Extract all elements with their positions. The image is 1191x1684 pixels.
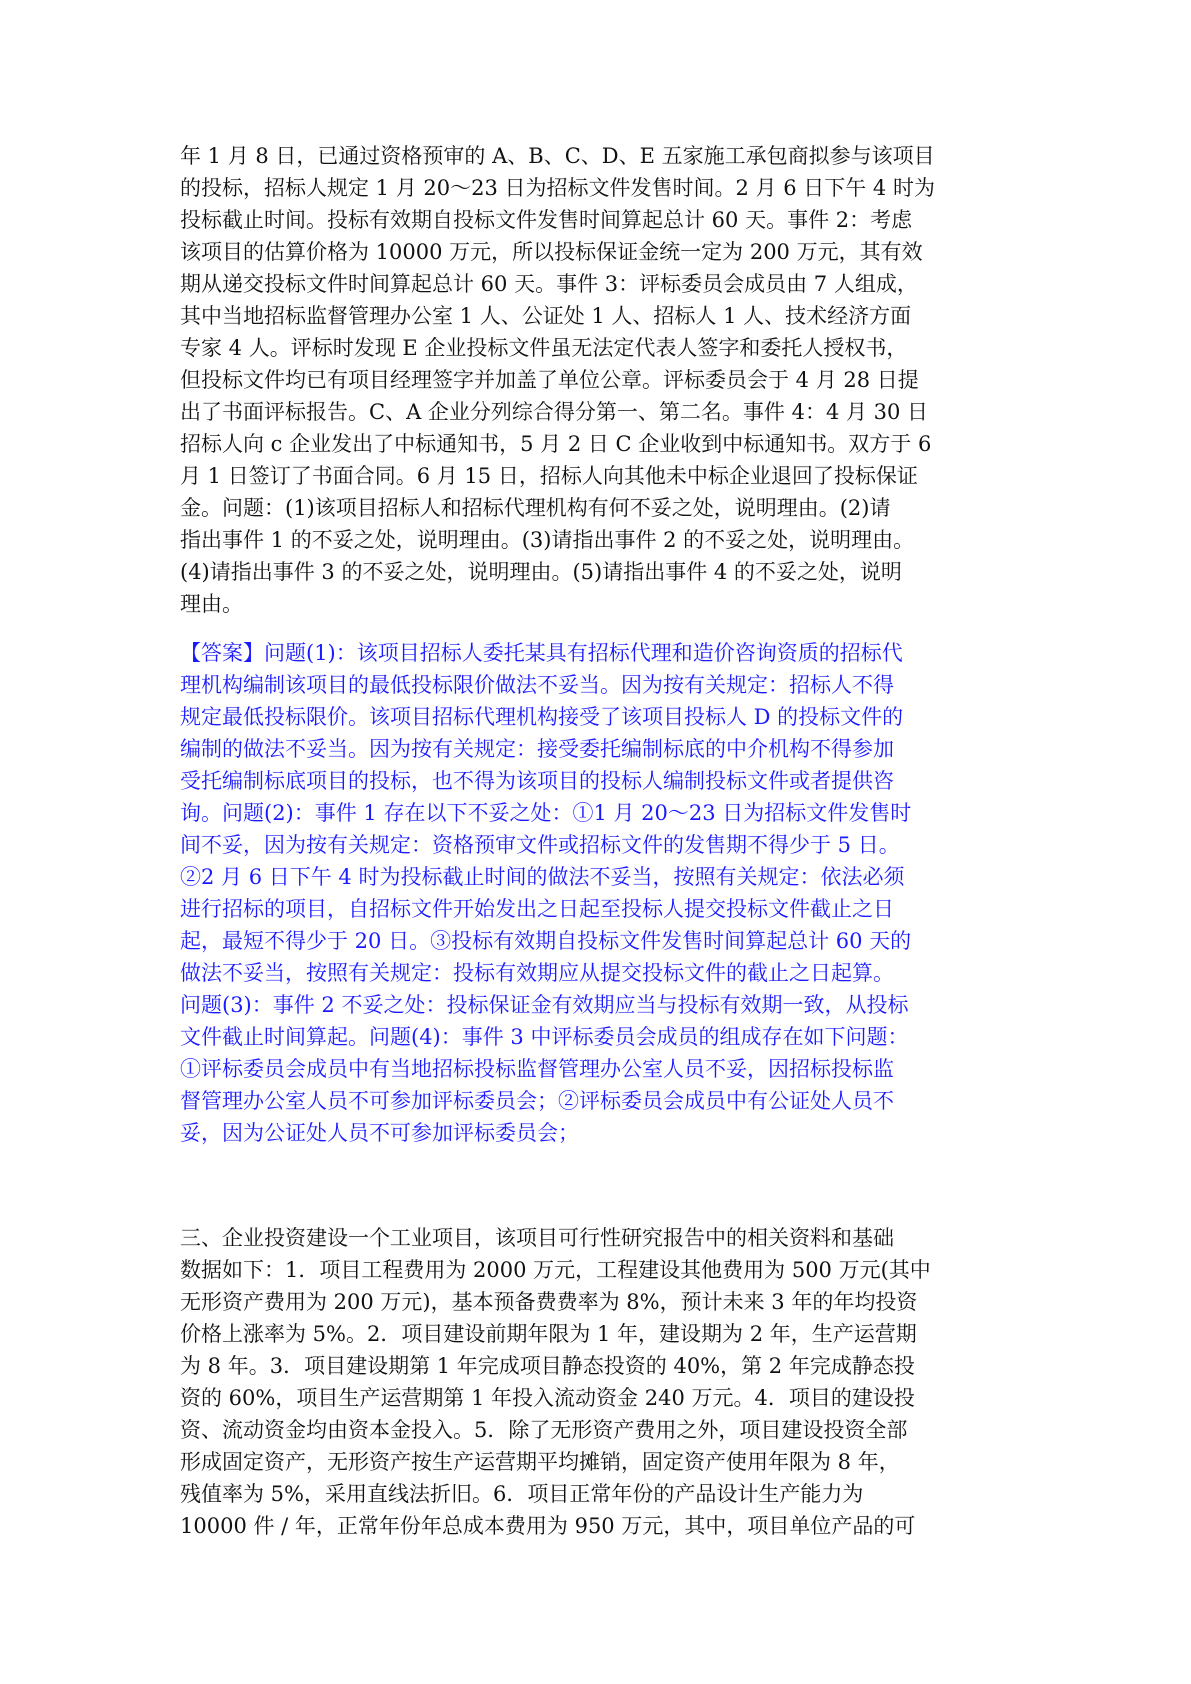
answer-line: 【答案】问题(1)：该项目招标人委托某具有招标代理和造价咨询资质的招标代 [180,641,903,665]
answer-line: ②2 月 6 日下午 4 时为投标截止时间的做法不妥当，按照有关规定：依法必须 [180,865,905,889]
answer-line: 询。问题(2)：事件 1 存在以下不妥之处：①1 月 20～23 日为招标文件发售时 [180,801,912,825]
text-line: 专家 4 人。评标时发现 E 企业投标文件虽无法定代表人签字和委托人授权书， [180,336,908,360]
text-line: 期从递交投标文件时间算起总计 60 天。事件 3：评标委员会成员由 7 人组成， [180,272,918,296]
text-line: (4)请指出事件 3 的不妥之处，说明理由。(5)请指出事件 4 的不妥之处，说明 [180,560,902,584]
text-line: 价格上涨率为 5%。2．项目建设前期年限为 1 年，建设期为 2 年，生产运营期 [180,1322,917,1346]
text-line: 三、企业投资建设一个工业项目，该项目可行性研究报告中的相关资料和基础 [180,1226,894,1250]
answer-line: 妥，因为公证处人员不可参加评标委员会； [180,1121,579,1145]
text-line: 该项目的估算价格为 10000 万元，所以投标保证金统一定为 200 万元，其有效 [180,240,923,264]
answer-line: 做法不妥当，按照有关规定：投标有效期应从提交投标文件的截止之日起算。 [180,961,894,985]
text-line: 理由。 [180,592,243,616]
text-line: 无形资产费用为 200 万元)，基本预备费费率为 8%，预计未来 3 年的年均投资 [180,1290,918,1314]
text-line: 资、流动资金均由资本金投入。5．除了无形资产费用之外，项目建设投资全部 [180,1418,908,1442]
text-line: 10000 件 / 年，正常年份年总成本费用为 950 万元，其中，项目单位产品的可 [180,1514,916,1538]
answer-line: 起，最短不得少于 20 日。③投标有效期自投标文件发售时间算起总计 60 天的 [180,929,912,953]
text-line: 指出事件 1 的不妥之处，说明理由。(3)请指出事件 2 的不妥之处，说明理由。 [180,528,915,552]
answer-line: 进行招标的项目，自招标文件开始发出之日起至投标人提交投标文件截止之日 [180,897,894,921]
answer-line: ①评标委员会成员中有当地招标投标监督管理办公室人员不妥，因招标投标监 [180,1057,894,1081]
text-line: 其中当地招标监督管理办公室 1 人、公证处 1 人、招标人 1 人、技术经济方面 [180,304,912,328]
answer-line: 规定最低投标限价。该项目招标代理机构接受了该项目投标人 D 的投标文件的 [180,705,904,729]
text-line: 年 1 月 8 日，已通过资格预审的 A、B、C、D、E 五家施工承包商拟参与该项目 [180,144,935,168]
text-line: 的投标，招标人规定 1 月 20～23 日为招标文件发售时间。2 月 6 日下午 4 时为 [180,176,935,200]
text-line: 形成固定资产，无形资产按生产运营期平均摊销，固定资产使用年限为 8 年， [180,1450,900,1474]
answer-text [180,637,1016,1149]
text-line: 为 8 年。3．项目建设期第 1 年完成项目静态投资的 40%，第 2 年完成静态投 [180,1354,915,1378]
text-line: 投标截止时间。投标有效期自投标文件发售时间算起总计 60 天。事件 2：考虑 [180,208,913,232]
text-line: 数据如下：1．项目工程费用为 2000 万元，工程建设其他费用为 500 万元(其中 [180,1258,931,1282]
answer-line: 督管理办公室人员不可参加评标委员会；②评标委员会成员中有公证处人员不 [180,1089,894,1113]
answer-line: 编制的做法不妥当。因为按有关规定：接受委托编制标底的中介机构不得参加 [180,737,894,761]
question-continued-text [180,140,1016,620]
text-line: 资的 60%，项目生产运营期第 1 年投入流动资金 240 万元。4．项目的建设投 [180,1386,915,1410]
text-line: 残值率为 5%，采用直线法折旧。6．项目正常年份的产品设计生产能力为 [180,1482,864,1506]
answer-line: 间不妥，因为按有关规定：资格预审文件或招标文件的发售期不得少于 5 日。 [180,833,900,857]
text-line: 出了书面评标报告。C、A 企业分列综合得分第一、第二名。事件 4：4 月 30 日 [180,400,929,424]
answer-line: 文件截止时间算起。问题(4)：事件 3 中评标委员会成员的组成存在如下问题： [180,1025,909,1049]
answer-line: 问题(3)：事件 2 不妥之处：投标保证金有效期应当与投标有效期一致，从投标 [180,993,909,1017]
text-line: 金。问题：(1)该项目招标人和招标代理机构有何不妥之处，说明理由。(2)请 [180,496,891,520]
question-three-text [180,1222,1016,1542]
text-line: 招标人向 c 企业发出了中标通知书，5 月 2 日 C 企业收到中标通知书。双方于 6 [180,432,932,456]
text-line: 月 1 日签订了书面合同。6 月 15 日，招标人向其他未中标企业退回了投标保证 [180,464,918,488]
text-line: 但投标文件均已有项目经理签字并加盖了单位公章。评标委员会于 4 月 28 日提 [180,368,919,392]
answer-line: 理机构编制该项目的最低投标限价做法不妥当。因为按有关规定：招标人不得 [180,673,894,697]
answer-line: 受托编制标底项目的投标，也不得为该项目的投标人编制投标文件或者提供咨 [180,769,894,793]
